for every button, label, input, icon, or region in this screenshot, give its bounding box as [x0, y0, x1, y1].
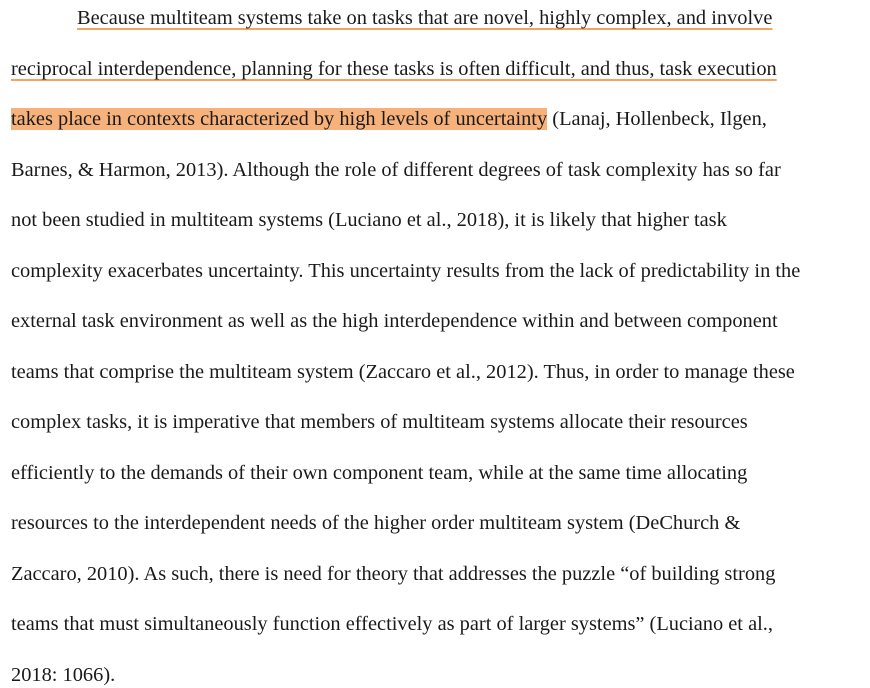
- paragraph-line: external task environment as well as the high interdependence within and between component: [11, 310, 778, 332]
- paragraph-line: Barnes, & Harmon, 2013). Although the role of different degrees of task complexity has so far: [11, 159, 781, 181]
- underlined-text[interactable]: Because multiteam systems take on tasks that are novel, highly complex, and involve: [77, 7, 773, 29]
- paragraph-line: complex tasks, it is imperative that members of multiteam systems allocate their resources: [11, 411, 748, 433]
- paragraph-line: resources to the interdependent needs of the higher order multiteam system (DeChurch &: [11, 512, 741, 534]
- citation-text: (Lanaj, Hollenbeck, Ilgen,: [552, 108, 767, 130]
- paragraph-line: [11, 57, 777, 81]
- underlined-text[interactable]: reciprocal interdependence, planning for these tasks is often difficult, and thus, task execution: [11, 58, 777, 80]
- paragraph-line: [77, 6, 772, 30]
- paragraph-line: Zaccaro, 2010). As such, there is need for theory that addresses the puzzle “of building strong: [11, 563, 776, 585]
- paragraph-line: efficiently to the demands of their own component team, while at the same time allocating: [11, 462, 748, 484]
- paragraph-line: teams that must simultaneously function effectively as part of larger systems” (Luciano et al.,: [11, 613, 773, 635]
- highlighted-text[interactable]: takes place in contexts characterized by high levels of uncertainty: [11, 108, 548, 130]
- paragraph-line: teams that comprise the multiteam system (Zaccaro et al., 2012). Thus, in order to manage these: [11, 361, 795, 383]
- paragraph-line: not been studied in multiteam systems (Luciano et al., 2018), it is likely that higher task: [11, 209, 727, 231]
- paragraph-line: [11, 107, 767, 131]
- paragraph-line: complexity exacerbates uncertainty. This uncertainty results from the lack of predictability in the: [11, 260, 801, 282]
- paragraph-line: 2018: 1066).: [11, 664, 116, 686]
